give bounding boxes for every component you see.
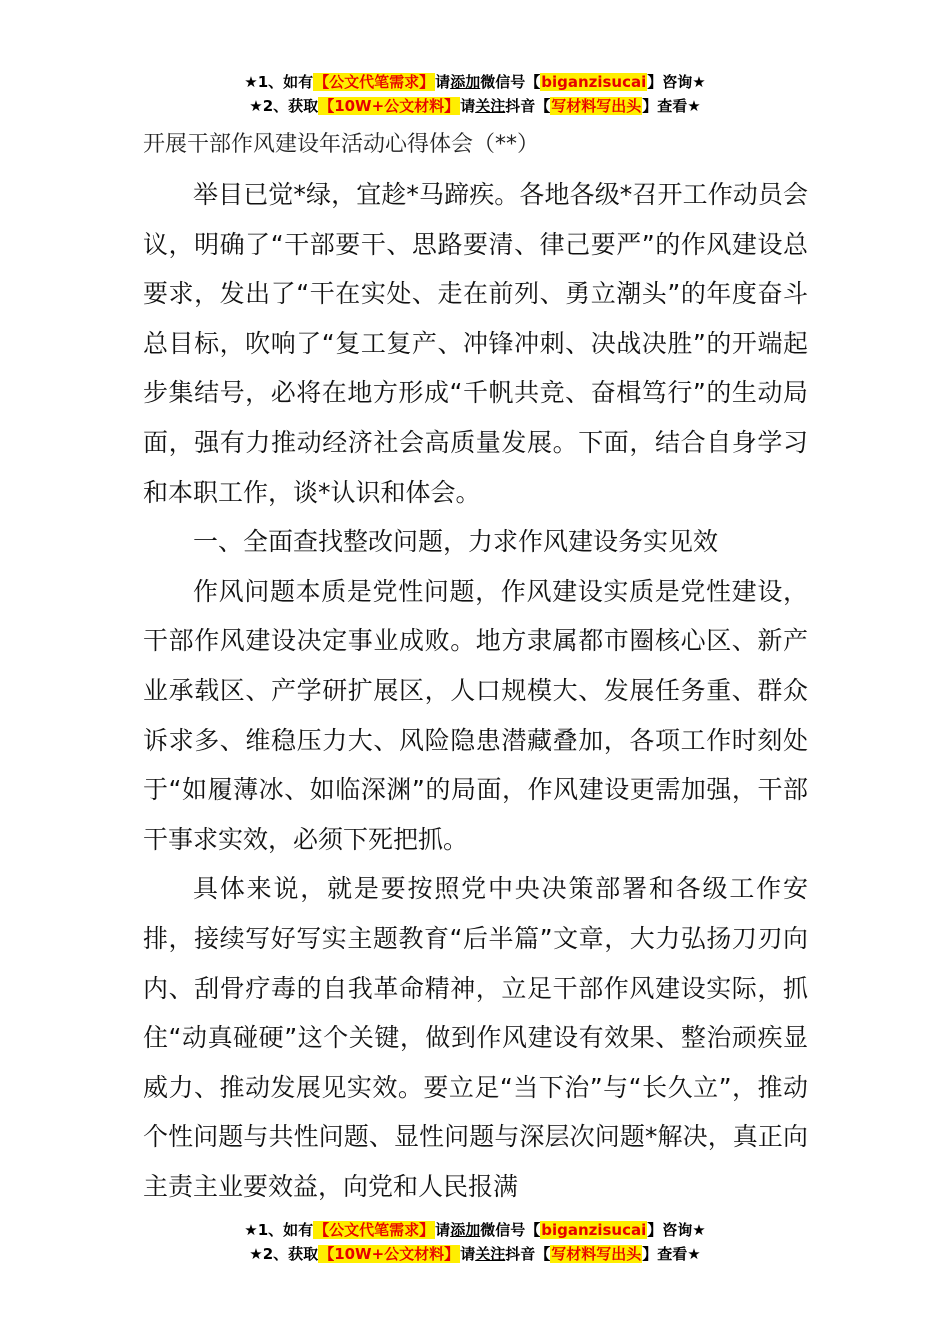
promo-underline: 关注 xyxy=(475,97,506,115)
promo-text: 请 xyxy=(435,1221,451,1239)
promo-text: 微信号【 xyxy=(480,1221,541,1239)
section-heading: 一、全面查找整改问题，力求作风建设务实见效 xyxy=(193,527,719,557)
promo-underline: 关注 xyxy=(475,1245,506,1263)
promo-text: 抖音【 xyxy=(505,1245,551,1263)
promo-text: 】查看★ xyxy=(642,1245,701,1263)
promo-highlight: 写材料写出头 xyxy=(551,97,642,115)
promo-text: ★1、如有 xyxy=(244,73,314,91)
promo-text: 请 xyxy=(460,97,476,115)
document-title: 开展干部作风建设年活动心得体会（**） xyxy=(143,132,540,157)
promo-highlight: 写材料写出头 xyxy=(551,1245,642,1263)
promo-highlight: biganzisucai xyxy=(541,73,647,91)
promo-text: ★2、获取 xyxy=(249,1245,319,1263)
body-paragraph: 具体来说，就是要按照党中央决策部署和各级工作安排，接续写好写实主题教育“后半篇”文章，大力弘扬刀刃向内、刮骨疗毒的自我革命精神，立足干部作风建设实际，抓住“动真碰硬”这个关键，做到作风建设有效果、整治顽疾显威力、推动发展见实效。要立足“当下治”与“长久立”，推动个性问题与共性问题、显性问题与深层次问题*解决，真正向主责主业要效益，向党和人民报满 xyxy=(143,874,808,1201)
promo-text: 抖音【 xyxy=(505,97,551,115)
promo-line-2 xyxy=(0,1242,950,1266)
promo-text: 】咨询★ xyxy=(647,73,706,91)
promo-line-1 xyxy=(0,1218,950,1242)
promo-line-1 xyxy=(0,70,950,94)
promo-text: 请 xyxy=(460,1245,476,1263)
promo-banner-top xyxy=(0,70,950,118)
promo-highlight: 【10W+公文材料】 xyxy=(319,97,460,115)
promo-underline: 添加 xyxy=(450,1221,481,1239)
promo-banner-bottom xyxy=(0,1218,950,1266)
promo-text: 微信号【 xyxy=(480,73,541,91)
promo-highlight: biganzisucai xyxy=(541,1221,647,1239)
promo-line-2 xyxy=(0,94,950,118)
promo-highlight: 【公文代笔需求】 xyxy=(314,1221,435,1239)
promo-text: ★2、获取 xyxy=(249,97,319,115)
promo-highlight: 【10W+公文材料】 xyxy=(319,1245,460,1263)
body-paragraph: 作风问题本质是党性问题，作风建设实质是党性建设，干部作风建设决定事业成败。地方隶属都市圈核心区、新产业承载区、产学研扩展区，人口规模大、发展任务重、群众诉求多、维稳压力大、风险隐患潜藏叠加，各项工作时刻处于“如履薄冰、如临深渊”的局面，作风建设更需加强，干部干事求实效，必须下死把抓。 xyxy=(143,576,808,854)
promo-text: 请 xyxy=(435,73,451,91)
document-body xyxy=(143,170,808,1211)
promo-underline: 添加 xyxy=(450,73,481,91)
promo-text: 】查看★ xyxy=(642,97,701,115)
promo-highlight: 【公文代笔需求】 xyxy=(314,73,435,91)
promo-text: 】咨询★ xyxy=(647,1221,706,1239)
promo-text: ★1、如有 xyxy=(244,1221,314,1239)
body-paragraph: 举目已觉*绿，宜趁*马蹄疾。各地各级*召开工作动员会议，明确了“干部要干、思路要清、律己要严”的作风建设总要求，发出了“干在实处、走在前列、勇立潮头”的年度奋斗总目标，吹响了“复工复产、冲锋冲刺、决战决胜”的开端起步集结号，必将在地方形成“千帆共竞、奋楫笃行”的生动局面，强有力推动经济社会高质量发展。下面，结合自身学习和本职工作，谈*认识和体会。 xyxy=(143,180,808,507)
